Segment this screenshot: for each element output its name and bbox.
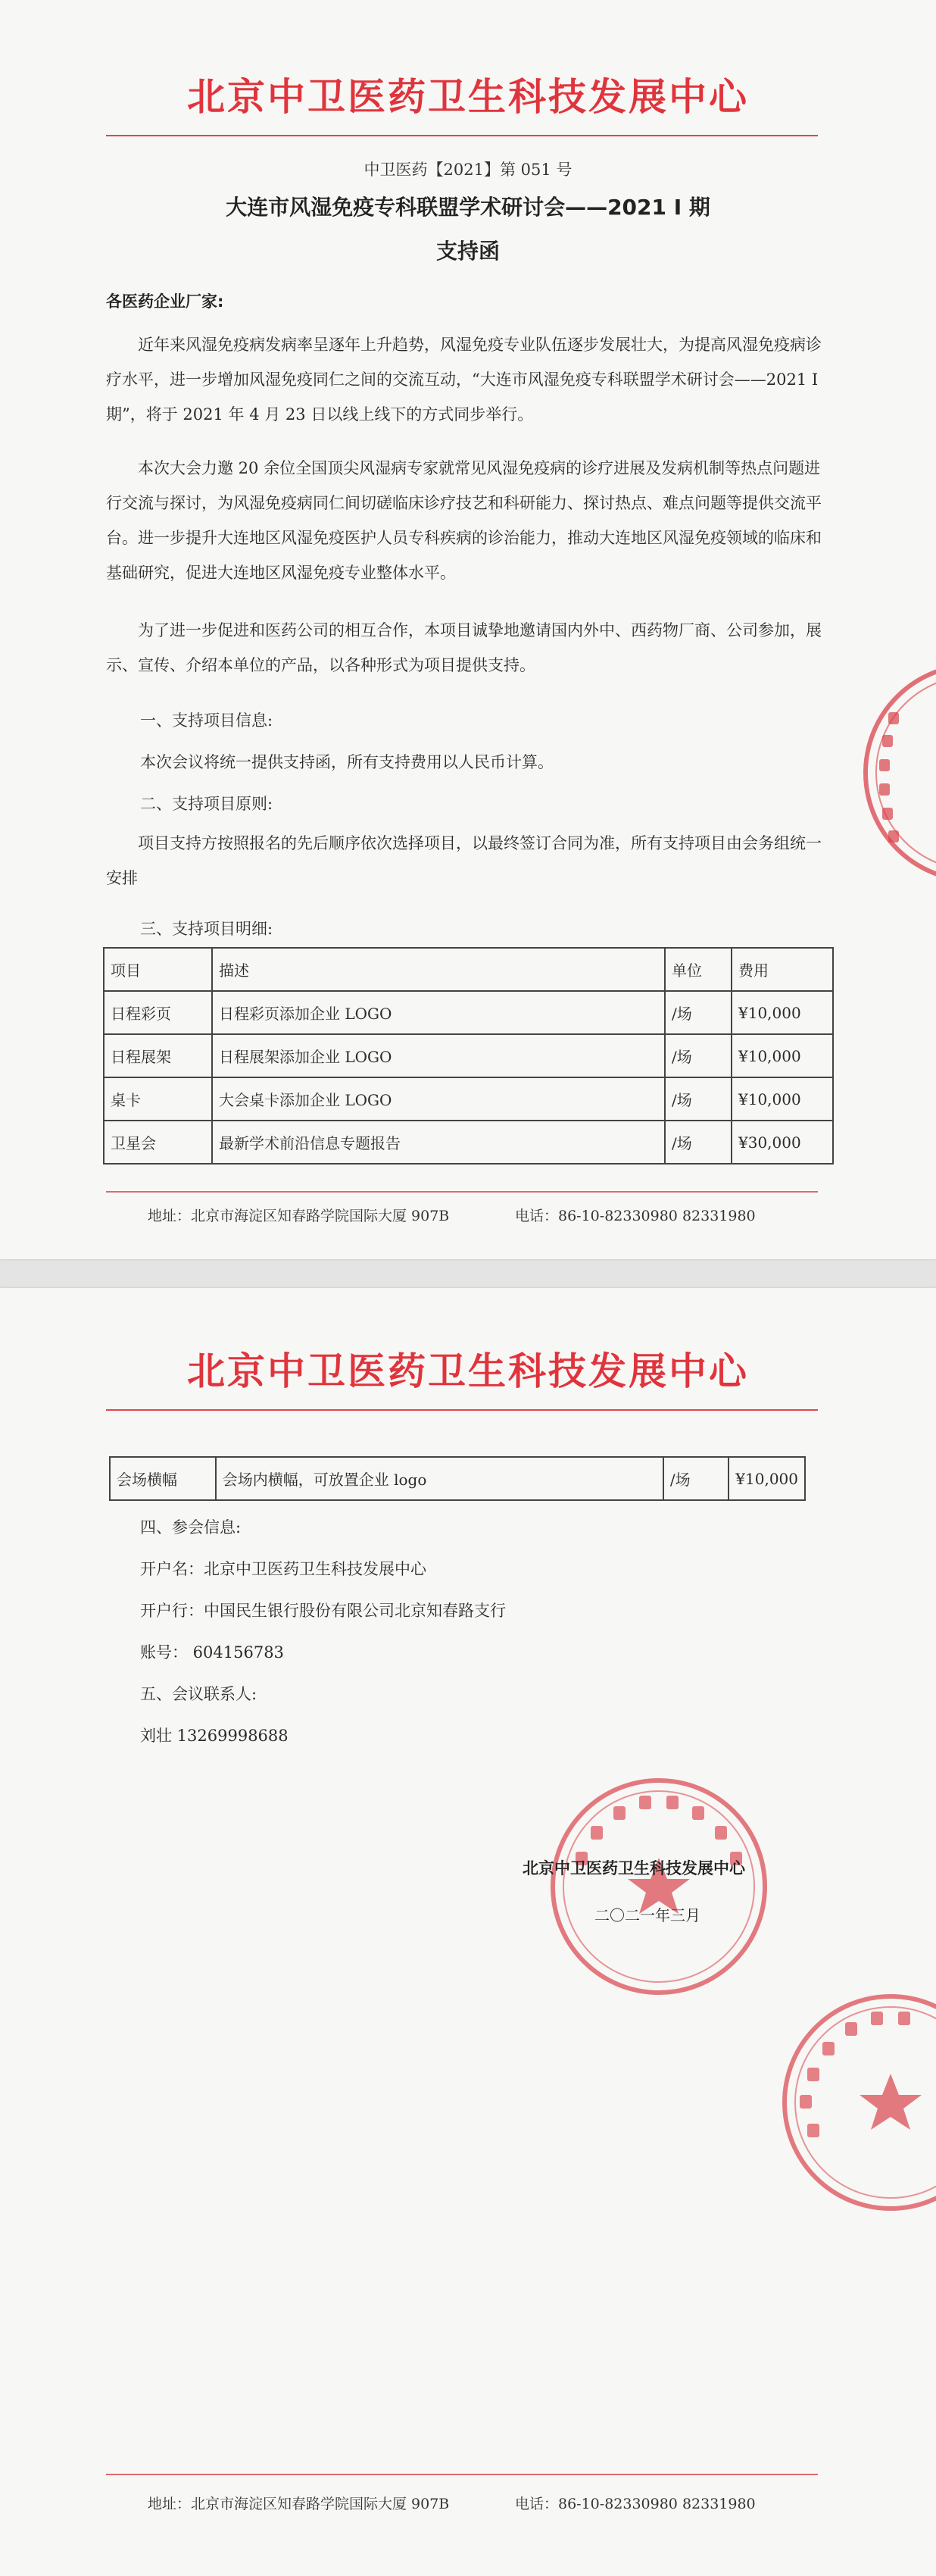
section1-text: 本次会议将统一提供支持函，所有支持费用以人民币计算。 (140, 753, 554, 771)
table-row (104, 1034, 833, 1077)
table-cell-item: 卫星会 (104, 1121, 212, 1164)
document-title: 大连市风湿免疫专科联盟学术研讨会——2021 I 期 (226, 195, 710, 220)
cooperation-paragraph: 为了进一步促进和医药公司的相互合作，本项目诚挚地邀请国内外中、西药物厂商、公司参加，展示、宣传、介绍本单位的产品，以各种形式为项目提供支持。 (106, 621, 822, 674)
footer (148, 2493, 829, 2513)
footer-divider (106, 2474, 818, 2475)
footer-address: 地址：北京市海淀区知春路学院国际大厦 907B (148, 2496, 450, 2512)
account-name: 开户名：北京中卫医药卫生科技发展中心 (140, 1560, 426, 1578)
table-cell-unit: /场 (665, 1077, 732, 1121)
table-row (104, 1121, 833, 1164)
section3-heading: 三、支持项目明细: (140, 920, 273, 938)
table-cell-item: 日程彩页 (104, 991, 212, 1034)
table-header-cell: 单位 (665, 948, 732, 991)
signature-organization: 北京中卫医药卫生科技发展中心 (523, 1859, 745, 1877)
letter-page-2 (0, 1288, 936, 2576)
table-cell-description: 大会桌卡添加企业 LOGO (212, 1077, 665, 1121)
table-row (110, 1457, 805, 1500)
table-cell-item: 会场横幅 (110, 1457, 216, 1500)
section1-heading: 一、支持项目信息: (140, 711, 273, 730)
org-letterhead-title: 北京中卫医药卫生科技发展中心 (187, 1349, 749, 1393)
official-seal-partial-icon (860, 659, 936, 886)
table-cell-item: 日程展架 (104, 1034, 212, 1077)
table-cell-description: 日程彩页添加企业 LOGO (212, 991, 665, 1034)
document-subtitle: 支持函 (435, 239, 500, 264)
intro-paragraph: 近年来风湿免疫病发病率呈逐年上升趋势，风湿免疫专业队伍逐步发展壮大，为提高风湿免疫病诊疗水平，进一步增加风湿免疫同仁之间的交流互动，“大连市风湿免疫专科联盟学术研讨会——2021 I 期”，将于 2021 年 4 月 23 日以线上线下的方式同步举行。 (106, 336, 822, 424)
signature-date: 二〇二一年三月 (594, 1906, 700, 1924)
document-reference-number: 中卫医药【2021】第 051 号 (363, 161, 573, 179)
footer (148, 1205, 829, 1225)
table-cell-fee: ¥10,000 (729, 1457, 805, 1500)
support-items-table-continued (109, 1456, 806, 1501)
table-row (104, 991, 833, 1034)
section4-heading: 四、参会信息: (140, 1518, 242, 1537)
table-row (104, 1077, 833, 1121)
table-cell-item: 桌卡 (104, 1077, 212, 1121)
table-cell-unit: /场 (663, 1457, 729, 1500)
letterhead-divider (106, 135, 818, 136)
bank-name: 开户行：中国民生银行股份有限公司北京知春路支行 (140, 1602, 506, 1620)
table-cell-unit: /场 (665, 1121, 732, 1164)
letterhead-divider (106, 1409, 818, 1411)
footer-phone: 电话：86-10-82330980 82331980 (515, 2496, 756, 2512)
table-cell-description: 会场内横幅，可放置企业 logo (216, 1457, 663, 1500)
footer-divider (106, 1191, 818, 1193)
official-seal-partial-icon (777, 1989, 936, 2216)
table-cell-unit: /场 (665, 1034, 732, 1077)
table-cell-fee: ¥10,000 (732, 1077, 833, 1121)
letter-page-1 (0, 0, 936, 1259)
table-header-cell: 项目 (104, 948, 212, 991)
table-cell-description: 日程展架添加企业 LOGO (212, 1034, 665, 1077)
footer-phone: 电话：86-10-82330980 82331980 (515, 1208, 756, 1224)
table-header-row (104, 948, 833, 991)
contact-person: 刘壮 13269998688 (140, 1727, 289, 1745)
account-number: 账号： 604156783 (140, 1643, 284, 1662)
conference-paragraph: 本次大会力邀 20 余位全国顶尖风湿病专家就常见风湿免疫病的诊疗进展及发病机制等热点问题进行交流与探讨，为风湿免疫病同仁间切磋临床诊疗技艺和科研能力、探讨热点、难点问题等提供交流平台。进一步提升大连地区风湿免疫医护人员专科疾病的诊治能力，推动大连地区风湿免疫领域的临床和基础研究，促进大连地区风湿免疫专业整体水平。 (106, 459, 822, 582)
org-letterhead-title: 北京中卫医药卫生科技发展中心 (187, 75, 749, 119)
table-cell-unit: /场 (665, 991, 732, 1034)
support-items-table (103, 947, 834, 1165)
table-header-cell: 描述 (212, 948, 665, 991)
salutation: 各医药企业厂家: (106, 292, 224, 311)
table-cell-description: 最新学术前沿信息专题报告 (212, 1121, 665, 1164)
section5-heading: 五、会议联系人: (140, 1685, 257, 1703)
section2-heading: 二、支持项目原则: (140, 795, 273, 813)
table-cell-fee: ¥10,000 (732, 1034, 833, 1077)
table-cell-fee: ¥10,000 (732, 991, 833, 1034)
section2-text: 项目支持方按照报名的先后顺序依次选择项目，以最终签订合同为准，所有支持项目由会务组统一安排 (106, 834, 822, 887)
table-cell-fee: ¥30,000 (732, 1121, 833, 1164)
footer-address: 地址：北京市海淀区知春路学院国际大厦 907B (148, 1208, 450, 1224)
official-seal-icon (545, 1773, 772, 2000)
table-header-cell: 费用 (732, 948, 833, 991)
